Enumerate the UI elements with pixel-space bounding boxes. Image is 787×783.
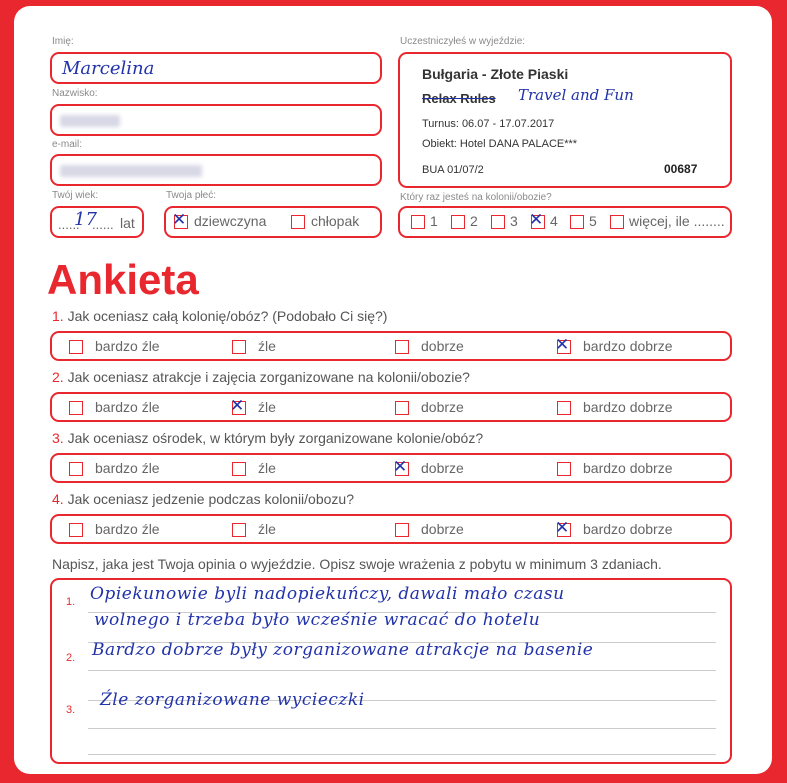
answer-option-label: źle bbox=[258, 521, 276, 537]
trip-number: 00687 bbox=[664, 162, 698, 176]
answer-checkbox[interactable] bbox=[232, 462, 246, 476]
question-number: 3. bbox=[52, 430, 68, 446]
count-option-label: 5 bbox=[589, 213, 597, 229]
question-number: 2. bbox=[52, 369, 68, 385]
trip-program-handwritten: Travel and Fun bbox=[518, 86, 634, 104]
answer-option-label: dobrze bbox=[421, 460, 464, 476]
redacted-surname bbox=[60, 115, 120, 127]
count-checkbox[interactable] bbox=[411, 215, 425, 229]
count-checkbox[interactable] bbox=[451, 215, 465, 229]
answer-option-label: bardzo źle bbox=[95, 460, 160, 476]
age-unit: lat bbox=[120, 215, 135, 231]
count-checkbox[interactable] bbox=[610, 215, 624, 229]
opinion-prompt: Napisz, jaka jest Twoja opinia o wyjeździe. Opisz swoje wrażenia z pobytu w minimum 3 zdaniach. bbox=[52, 556, 662, 572]
handwritten-answer: Opiekunowie byli nadopiekuńczy, dawali mało czasu bbox=[90, 584, 565, 604]
gender-checkbox[interactable] bbox=[172, 210, 188, 230]
ruled-line bbox=[88, 728, 716, 729]
handwritten-answer: Źle zorganizowane wycieczki bbox=[100, 690, 365, 710]
check-mark-icon: ✕ bbox=[230, 396, 245, 416]
answer-option-label: dobrze bbox=[421, 399, 464, 415]
count-checkbox[interactable] bbox=[529, 210, 545, 230]
answer-checkbox[interactable] bbox=[555, 335, 571, 355]
answer-option-label: bardzo dobrze bbox=[583, 460, 673, 476]
answer-checkbox[interactable] bbox=[555, 518, 571, 538]
count-option-label: 4 bbox=[550, 213, 558, 229]
answer-checkbox[interactable] bbox=[395, 340, 409, 354]
answer-option-label: bardzo dobrze bbox=[583, 338, 673, 354]
question-text bbox=[52, 308, 387, 324]
trip-destination: Bułgaria - Złote Piaski bbox=[422, 66, 569, 82]
answer-checkbox[interactable] bbox=[69, 462, 83, 476]
page-title: Ankieta bbox=[47, 256, 199, 303]
answer-option-label: źle bbox=[258, 399, 276, 415]
opinion-number: 2. bbox=[66, 652, 76, 664]
check-mark-icon: ✕ bbox=[555, 335, 570, 355]
answer-option-label: dobrze bbox=[421, 338, 464, 354]
ruled-line bbox=[88, 670, 716, 671]
question-label: Jak oceniasz ośrodek, w którym były zorganizowane kolonie/obóz? bbox=[67, 430, 484, 446]
name-label: Imię: bbox=[52, 36, 74, 47]
trip-program-crossed: Relax Rules bbox=[422, 91, 496, 106]
age-value: 17 bbox=[74, 209, 97, 230]
age-dots-post: ...... bbox=[92, 217, 114, 232]
age-label: Twój wiek: bbox=[52, 190, 99, 201]
answer-checkbox[interactable] bbox=[230, 396, 246, 416]
answer-checkbox[interactable] bbox=[232, 523, 246, 537]
redacted-email bbox=[60, 165, 202, 177]
question-text bbox=[52, 430, 483, 446]
answer-checkbox[interactable] bbox=[393, 457, 409, 477]
answer-checkbox[interactable] bbox=[395, 401, 409, 415]
gender-option-label: chłopak bbox=[311, 213, 360, 229]
count-option-label: 3 bbox=[510, 213, 518, 229]
gender-checkbox[interactable] bbox=[291, 215, 305, 229]
answer-option-label: dobrze bbox=[421, 521, 464, 537]
opinion-number: 1. bbox=[66, 596, 76, 608]
answer-option-label: źle bbox=[258, 460, 276, 476]
check-mark-icon: ✕ bbox=[172, 210, 187, 230]
ruled-line bbox=[88, 754, 716, 755]
gender-label: Twoja płeć: bbox=[166, 190, 217, 201]
gender-option-label: dziewczyna bbox=[194, 213, 267, 229]
email-field[interactable] bbox=[50, 154, 382, 186]
handwritten-answer: wolnego i trzeba było wcześnie wracać do hotelu bbox=[94, 610, 541, 630]
check-mark-icon: ✕ bbox=[555, 518, 570, 538]
question-number: 1. bbox=[52, 308, 68, 324]
check-mark-icon: ✕ bbox=[393, 457, 408, 477]
trip-turnus: Turnus: 06.07 - 17.07.2017 bbox=[422, 118, 555, 130]
trip-obiekt: Obiekt: Hotel DANA PALACE*** bbox=[422, 138, 578, 150]
answer-checkbox[interactable] bbox=[232, 340, 246, 354]
answer-checkbox[interactable] bbox=[69, 340, 83, 354]
answer-checkbox[interactable] bbox=[557, 401, 571, 415]
answer-option-label: bardzo źle bbox=[95, 399, 160, 415]
answer-checkbox[interactable] bbox=[69, 523, 83, 537]
answer-checkbox[interactable] bbox=[69, 401, 83, 415]
answer-checkbox[interactable] bbox=[395, 523, 409, 537]
answer-checkbox[interactable] bbox=[557, 462, 571, 476]
survey-sheet bbox=[14, 6, 772, 774]
count-option-label: 1 bbox=[430, 213, 438, 229]
count-checkbox[interactable] bbox=[570, 215, 584, 229]
count-label: Który raz jesteś na kolonii/obozie? bbox=[400, 192, 552, 203]
answer-option-label: bardzo źle bbox=[95, 521, 160, 537]
question-number: 4. bbox=[52, 491, 68, 507]
count-option-label: więcej, ile ........ bbox=[629, 213, 725, 229]
name-value: Marcelina bbox=[62, 58, 155, 79]
question-text bbox=[52, 369, 470, 385]
question-label: Jak oceniasz całą kolonię/obóz? (Podobało Ci się?) bbox=[67, 308, 388, 324]
answer-option-label: bardzo dobrze bbox=[583, 399, 673, 415]
check-mark-icon: ✕ bbox=[529, 210, 544, 230]
count-option-label: 2 bbox=[470, 213, 478, 229]
question-text bbox=[52, 491, 354, 507]
opinion-field[interactable] bbox=[50, 578, 732, 764]
count-checkbox[interactable] bbox=[491, 215, 505, 229]
question-label: Jak oceniasz atrakcje i zajęcia zorganizowane na kolonii/obozie? bbox=[67, 369, 470, 385]
surname-label: Nazwisko: bbox=[52, 88, 98, 99]
answer-option-label: źle bbox=[258, 338, 276, 354]
email-label: e-mail: bbox=[52, 139, 83, 150]
trip-box bbox=[398, 52, 732, 188]
answer-option-label: bardzo źle bbox=[95, 338, 160, 354]
surname-field[interactable] bbox=[50, 104, 382, 136]
trip-label: Uczestniczyłeś w wyjeździe: bbox=[400, 36, 526, 47]
trip-code: BUA 01/07/2 bbox=[422, 164, 484, 176]
answer-option-label: bardzo dobrze bbox=[583, 521, 673, 537]
question-label: Jak oceniasz jedzenie podczas kolonii/obozu? bbox=[67, 491, 354, 507]
age-dots-pre: ...... bbox=[58, 217, 80, 232]
handwritten-answer: Bardzo dobrze były zorganizowane atrakcje na basenie bbox=[92, 640, 594, 660]
age-field[interactable] bbox=[50, 206, 144, 238]
name-field[interactable] bbox=[50, 52, 382, 84]
opinion-number: 3. bbox=[66, 704, 76, 716]
